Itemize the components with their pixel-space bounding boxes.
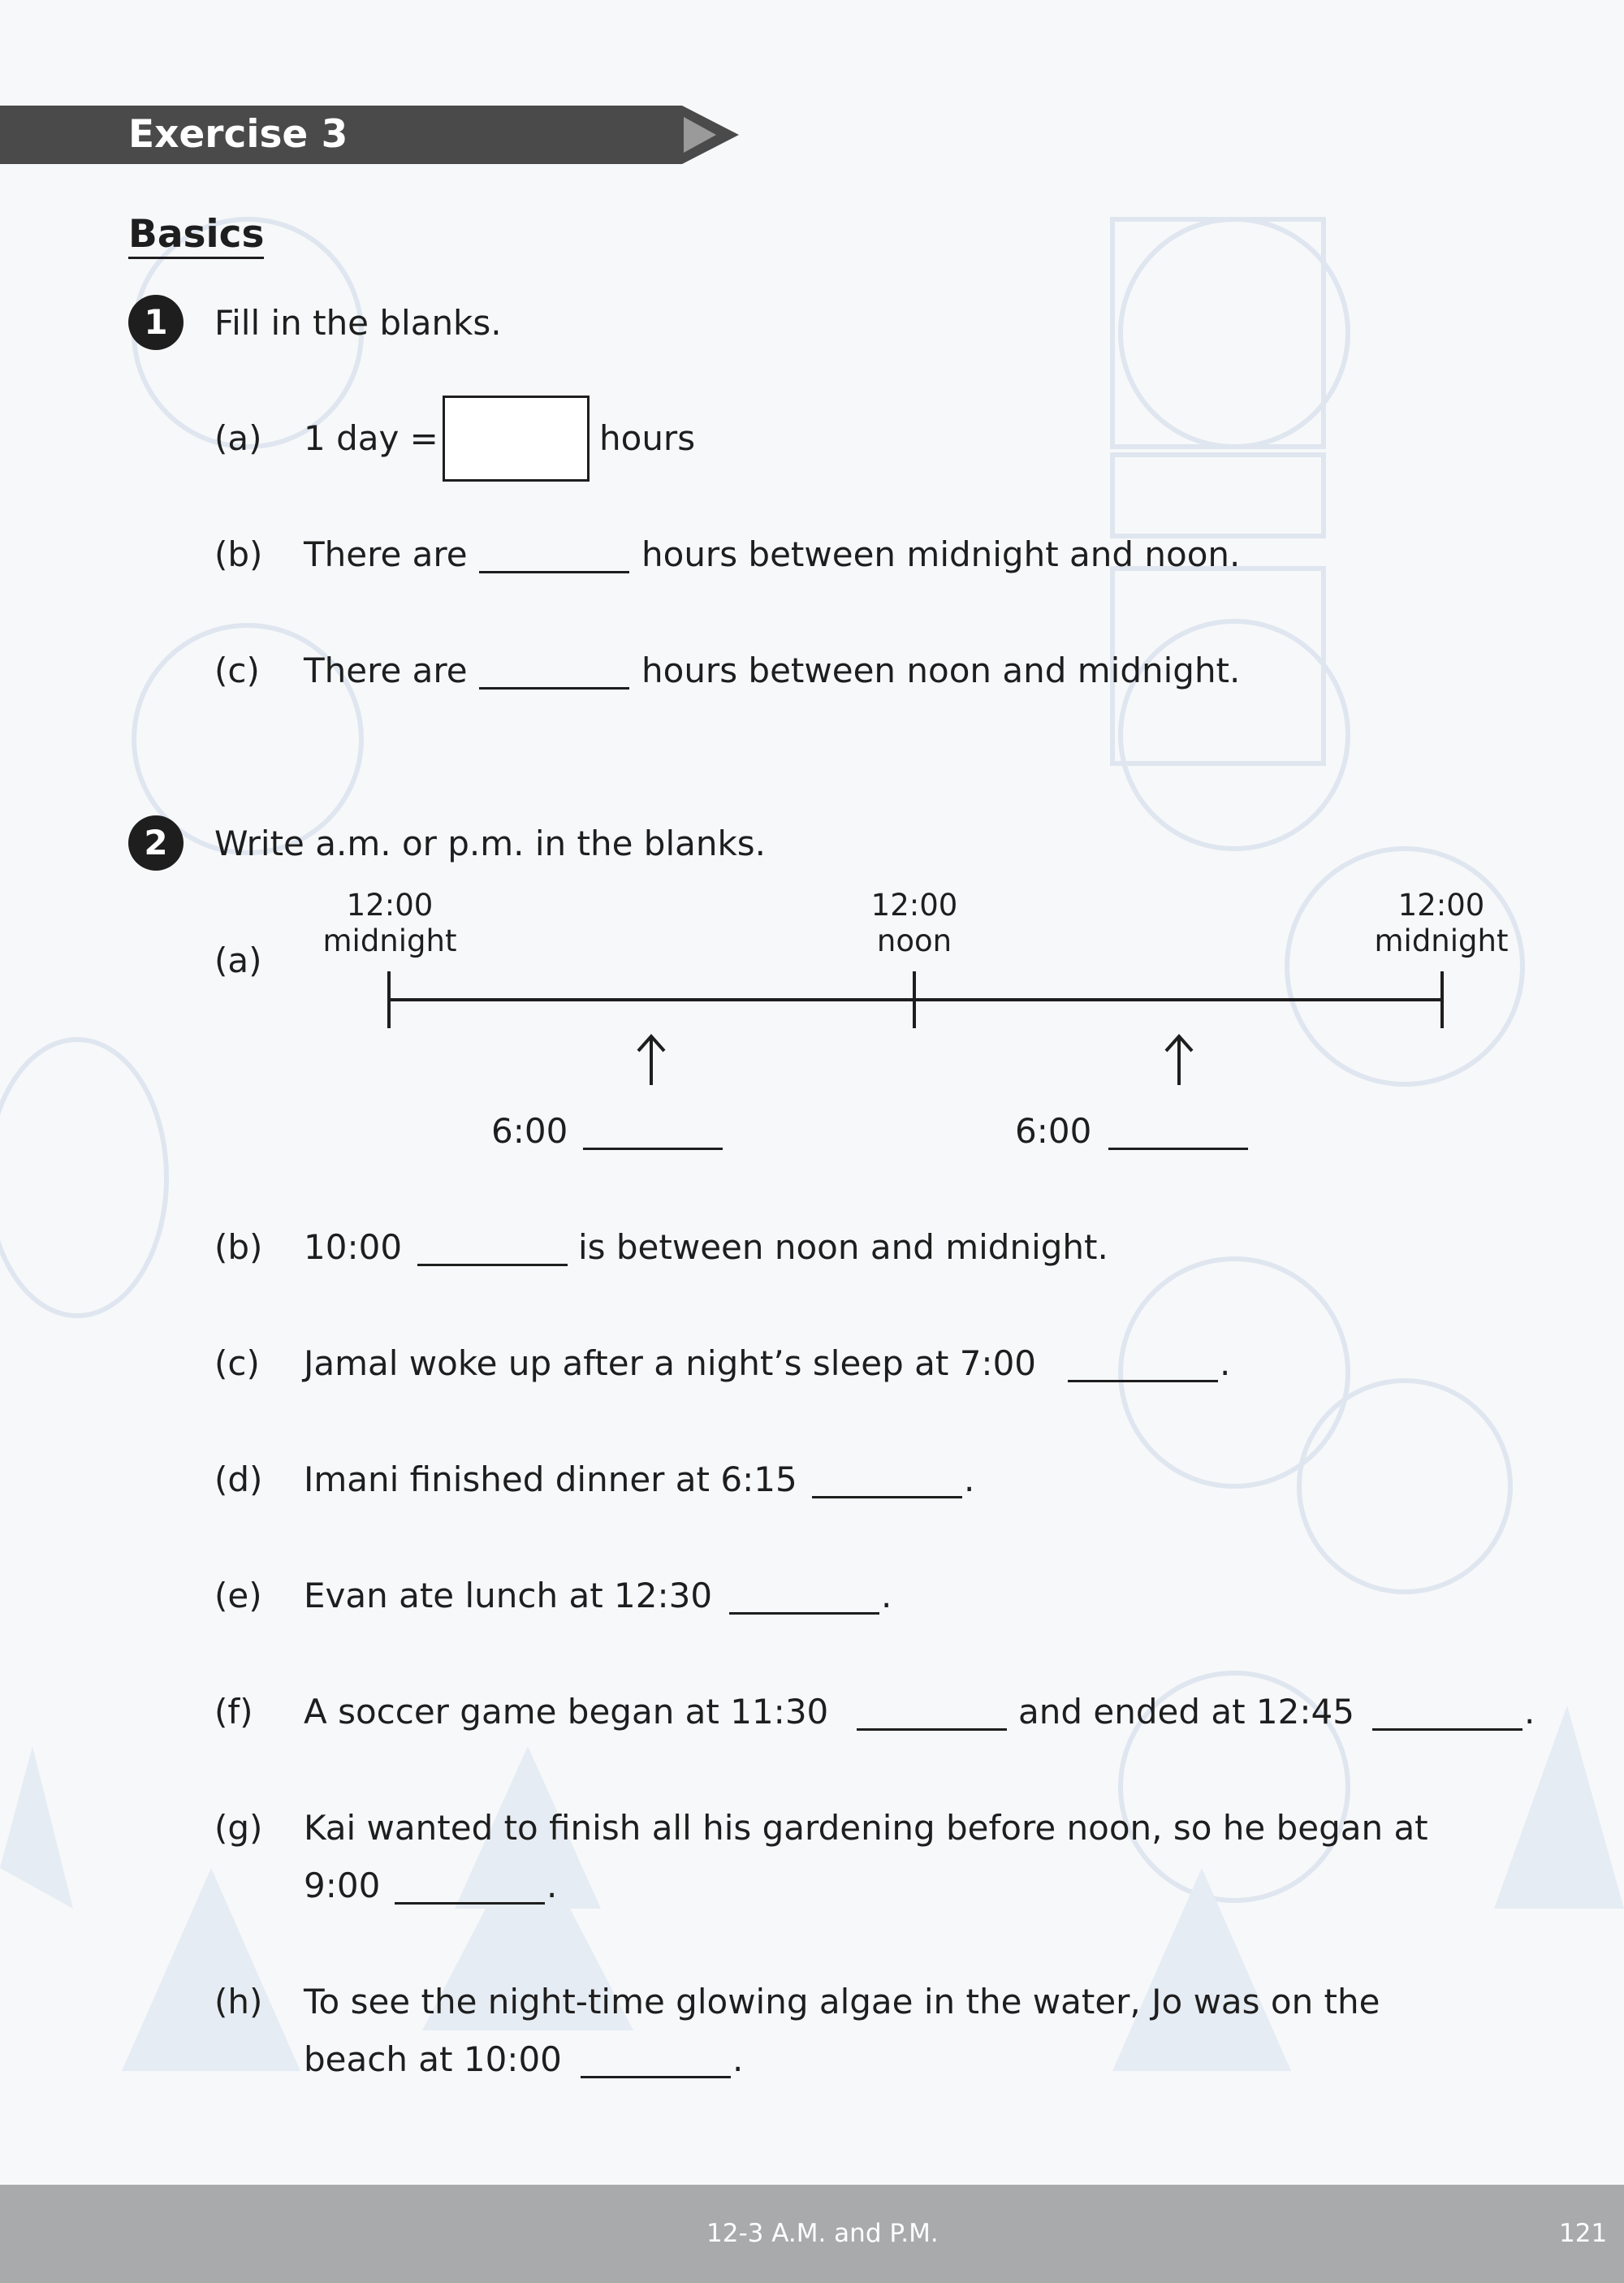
- q2f-text-mid: and ended at 12:45: [1018, 1692, 1354, 1732]
- q1b-answer-blank[interactable]: [479, 571, 629, 573]
- timeline-tick-left: [387, 971, 391, 1028]
- q2g-label: (g): [214, 1808, 263, 1848]
- q2b-answer-blank[interactable]: [417, 1264, 568, 1266]
- page-number: 121: [1559, 2219, 1608, 2248]
- question-2-number-badge: 2: [128, 815, 184, 871]
- q2f-answer-blank-2[interactable]: [1372, 1728, 1522, 1731]
- q2c-label: (c): [214, 1343, 260, 1383]
- q2f-label: (f): [214, 1692, 253, 1732]
- arrow-up-icon: [1161, 1031, 1197, 1087]
- q2e-text: Evan ate lunch at 12:30: [304, 1576, 713, 1615]
- q2d-text: Imani finished dinner at 6:15: [304, 1459, 797, 1499]
- q1a-unit: hours: [599, 418, 696, 458]
- timeline-left-time: 12:00: [346, 888, 434, 923]
- timeline-mid-time: 12:00: [870, 888, 958, 923]
- q1a-text: 1 day =: [304, 418, 438, 458]
- q2h-label: (h): [214, 1982, 263, 2021]
- banner-arrow-accent: [684, 117, 716, 153]
- q1c-text-start: There are: [304, 651, 468, 690]
- exercise-title: Exercise 3: [128, 112, 348, 157]
- q2f-text-start: A soccer game began at 11:30: [304, 1692, 829, 1732]
- q2d-label: (d): [214, 1459, 263, 1499]
- section-title: Basics: [128, 213, 264, 259]
- q2c-period: .: [1220, 1343, 1231, 1383]
- q1b-label: (b): [214, 534, 263, 574]
- q2h-period: .: [732, 2039, 744, 2079]
- footer-section-title: 12-3 A.M. and P.M.: [706, 2219, 939, 2248]
- q1b-text-end: hours between midnight and noon.: [641, 534, 1241, 574]
- q1c-answer-blank[interactable]: [479, 687, 629, 690]
- question-2-instruction: Write a.m. or p.m. in the blanks.: [214, 824, 767, 863]
- q2h-text-line1: To see the night-time glowing algae in the water, Jo was on the: [304, 1982, 1380, 2021]
- timeline-tick-right: [1440, 971, 1444, 1028]
- q2a-right-time: 6:00: [1015, 1111, 1092, 1151]
- q1a-answer-box[interactable]: [443, 396, 590, 482]
- q2g-period: .: [546, 1866, 558, 1905]
- question-1-instruction: Fill in the blanks.: [214, 303, 502, 343]
- q2b-time: 10:00: [304, 1227, 403, 1267]
- q2b-text: is between noon and midnight.: [578, 1227, 1108, 1267]
- q2b-label: (b): [214, 1227, 263, 1267]
- timeline-mid-label: noon: [876, 923, 952, 958]
- q1b-text-start: There are: [304, 534, 468, 574]
- timeline-axis: [388, 998, 1444, 1001]
- q2h-answer-blank[interactable]: [581, 2076, 731, 2078]
- q2d-answer-blank[interactable]: [812, 1496, 962, 1498]
- q2f-answer-blank-1[interactable]: [857, 1728, 1007, 1731]
- q2d-period: .: [964, 1459, 975, 1499]
- q2a-left-time: 6:00: [491, 1111, 568, 1151]
- timeline-tick-mid: [913, 971, 916, 1028]
- q2g-time: 9:00: [304, 1866, 381, 1905]
- q2e-answer-blank[interactable]: [729, 1612, 879, 1615]
- q2g-text-line1: Kai wanted to finish all his gardening before noon, so he began at: [304, 1808, 1428, 1848]
- q1c-label: (c): [214, 651, 260, 690]
- q2a-right-answer-blank[interactable]: [1108, 1148, 1248, 1150]
- q2a-label: (a): [214, 940, 262, 980]
- question-1-number-badge: 1: [128, 295, 184, 350]
- q2h-text-line2: beach at 10:00: [304, 2039, 562, 2079]
- timeline-right-label: midnight: [1374, 923, 1509, 958]
- q2f-period: .: [1524, 1692, 1535, 1732]
- q2a-left-answer-blank[interactable]: [583, 1148, 723, 1150]
- arrow-up-icon: [633, 1031, 669, 1087]
- q2e-period: .: [881, 1576, 892, 1615]
- timeline-left-label: midnight: [322, 923, 457, 958]
- q2c-answer-blank[interactable]: [1068, 1380, 1218, 1382]
- q2g-answer-blank[interactable]: [395, 1902, 545, 1905]
- q2c-text: Jamal woke up after a night’s sleep at 7:00: [304, 1343, 1037, 1383]
- q2e-label: (e): [214, 1576, 262, 1615]
- timeline-right-time: 12:00: [1397, 888, 1485, 923]
- q1a-label: (a): [214, 418, 262, 458]
- q1c-text-end: hours between noon and midnight.: [641, 651, 1241, 690]
